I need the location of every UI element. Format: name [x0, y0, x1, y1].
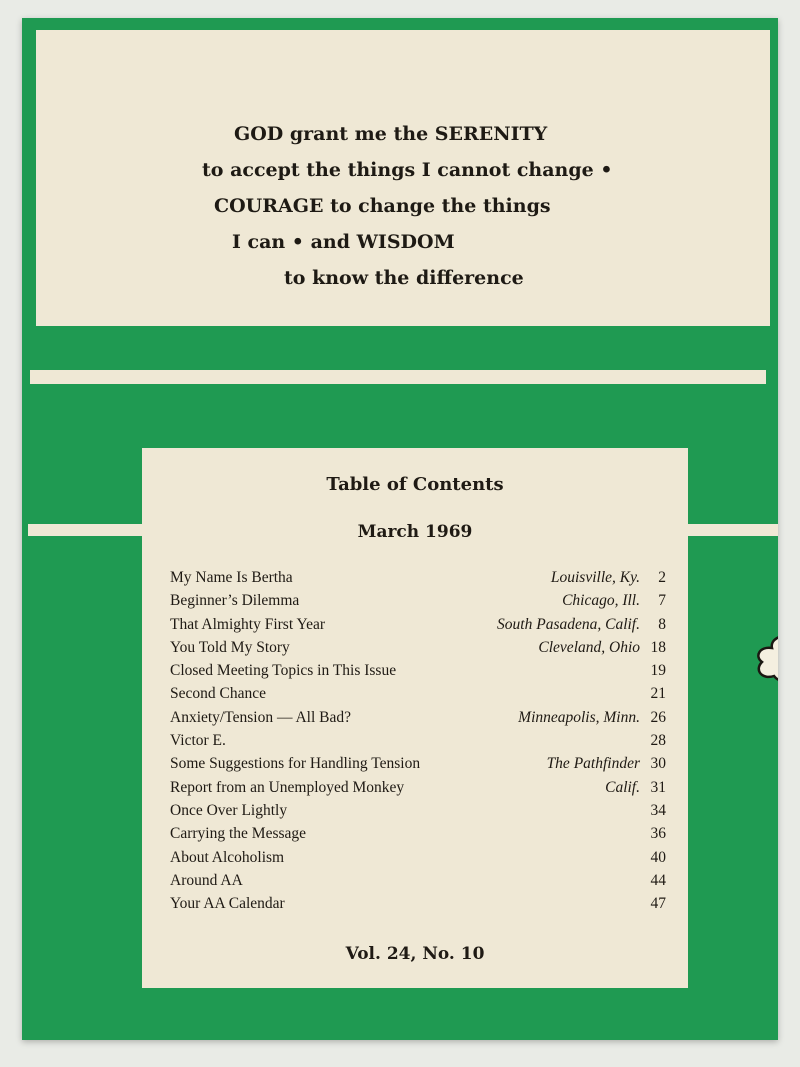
entry-title: Report from an Unemployed Monkey	[170, 778, 405, 796]
entry-page: 2	[658, 569, 666, 586]
entry-page: 40	[650, 848, 666, 866]
prayer-line-5: to know the difference	[284, 267, 524, 289]
toc-entry	[170, 636, 666, 659]
entry-title: My Name Is Bertha	[170, 569, 293, 586]
toc-entry	[170, 799, 666, 822]
magazine-back-cover	[22, 18, 778, 1040]
entry-title: Closed Meeting Topics in This Issue	[170, 662, 397, 680]
entry-page: 44	[650, 871, 666, 889]
entry-page: 34	[650, 801, 666, 819]
entry-title: Your AA Calendar	[170, 895, 285, 913]
entry-title: Carrying the Message	[170, 825, 307, 843]
entry-page: 36	[650, 825, 666, 843]
table-of-contents	[142, 448, 688, 988]
entry-location: Minneapolis, Minn.	[518, 708, 640, 726]
entry-title: Beginner’s Dilemma	[170, 592, 300, 610]
entry-title: You Told My Story	[170, 638, 290, 656]
toc-entry	[170, 822, 666, 845]
entry-title: Second Chance	[170, 685, 266, 703]
entry-page: 28	[650, 732, 666, 750]
entry-title: Once Over Lightly	[170, 801, 288, 819]
toc-entry	[170, 892, 666, 915]
toc-title: Table of Contents	[326, 474, 504, 495]
prayer-line-3: COURAGE to change the things	[214, 195, 551, 217]
issue-date: March 1969	[357, 522, 473, 542]
entry-location: Chicago, Ill.	[562, 592, 640, 610]
toc-entry	[170, 776, 666, 799]
toc-entry	[170, 729, 666, 752]
toc-entry	[170, 659, 666, 682]
prayer-line-1: GOD grant me the SERENITY	[234, 123, 548, 145]
toc-entry	[170, 566, 666, 589]
entry-title: Anxiety/Tension — All Bad?	[170, 708, 352, 726]
entry-location: Louisville, Ky.	[550, 569, 640, 586]
entry-page: 47	[650, 895, 666, 913]
entry-location: The Pathfinder	[546, 755, 640, 773]
entry-page: 7	[658, 592, 666, 610]
entry-page: 8	[658, 615, 666, 633]
entry-title: About Alcoholism	[170, 848, 285, 866]
toc-entry	[170, 752, 666, 775]
entry-location: South Pasadena, Calif.	[497, 615, 640, 633]
toc-entry	[170, 613, 666, 636]
toc-entry	[170, 846, 666, 869]
entry-page: 21	[650, 685, 666, 703]
toc-entry	[170, 682, 666, 705]
entry-page: 26	[650, 708, 666, 726]
prayer-line-2: to accept the things I cannot change •	[202, 159, 613, 181]
toc-entry	[170, 706, 666, 729]
entry-title: Some Suggestions for Handling Tension	[170, 755, 421, 773]
entry-title: That Almighty First Year	[170, 615, 326, 633]
entry-page: 19	[650, 662, 666, 680]
toc-list	[170, 566, 666, 915]
toc-entry	[170, 869, 666, 892]
entry-title: Around AA	[170, 871, 243, 889]
prayer-panel	[36, 30, 770, 326]
entry-title: Victor E.	[170, 732, 226, 750]
entry-page: 31	[650, 778, 666, 796]
entry-location: Cleveland, Ohio	[538, 638, 640, 656]
prayer-line-4: I can • and WISDOM	[232, 231, 455, 253]
toc-entry	[170, 589, 666, 612]
entry-page: 30	[650, 755, 666, 773]
volume-number: Vol. 24, No. 10	[345, 944, 485, 964]
entry-location: Calif.	[605, 778, 640, 796]
entry-page: 18	[650, 638, 666, 656]
flower-illustration	[752, 630, 778, 686]
cream-stripe-upper	[30, 370, 766, 384]
